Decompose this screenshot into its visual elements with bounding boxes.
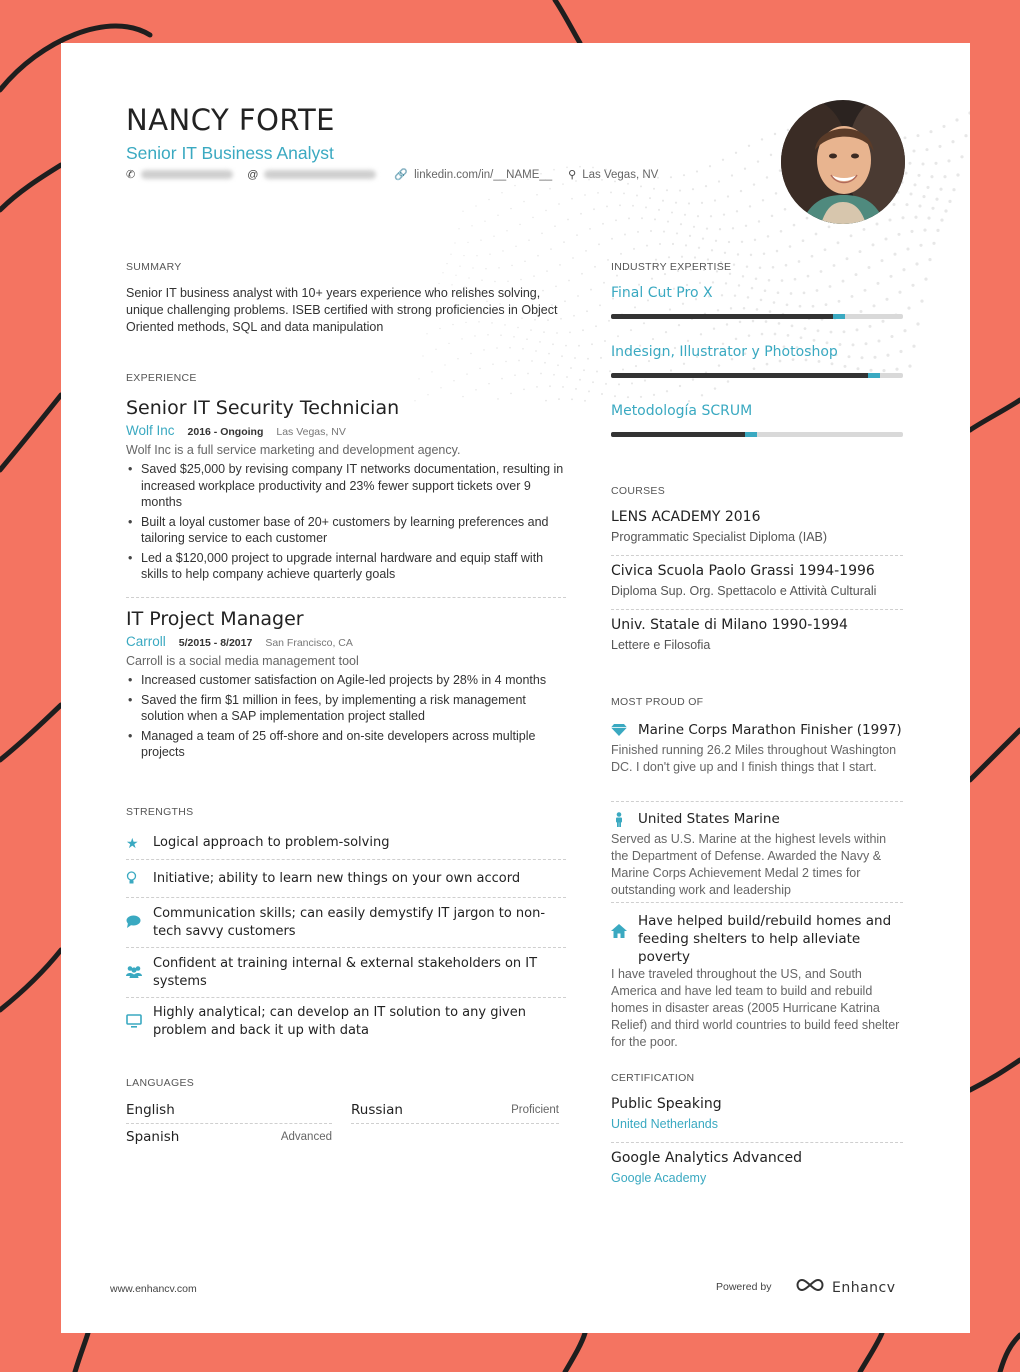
- proud-title: Marine Corps Marathon Finisher (1997): [638, 722, 902, 738]
- job-title: Senior IT Security Technician: [126, 397, 400, 419]
- strength-text: Logical approach to problem-solving: [153, 835, 390, 850]
- diamond-icon: [611, 723, 627, 741]
- proud-title: United States Marine: [638, 811, 780, 827]
- course-subtitle: Programmatic Specialist Diploma (IAB): [611, 530, 828, 544]
- proud-text: Served as U.S. Marine at the highest levels within the Department of Defense. Awarded the Navy & Marine Corps Achievement Medal 2 times for outstanding work and leadership: [611, 832, 887, 897]
- certification-heading: CERTIFICATION: [611, 1072, 695, 1084]
- users-icon: [126, 965, 153, 981]
- lightbulb-icon: [126, 871, 153, 888]
- skill-bar: [611, 432, 903, 437]
- course-item: [611, 509, 903, 556]
- job-company: Carroll: [126, 634, 166, 649]
- courses-heading: COURSES: [611, 485, 666, 497]
- certification-title: Google Analytics Advanced: [611, 1150, 802, 1166]
- strength-text: Communication skills; can easily demystify IT jargon to non-tech savvy customers: [153, 906, 546, 939]
- job-bullets: [126, 461, 566, 583]
- expertise-heading: INDUSTRY EXPERTISE: [611, 261, 732, 273]
- strength-item: [126, 899, 566, 948]
- language-item: [126, 1128, 332, 1150]
- strength-text: Confident at training internal & external stakeholders on IT systems: [153, 956, 538, 989]
- language-level: Advanced: [280, 1131, 332, 1143]
- at-icon: @: [247, 168, 259, 181]
- proud-item: [611, 912, 903, 1049]
- strength-item: [126, 949, 566, 998]
- skill-bar: [611, 373, 903, 378]
- course-title: Civica Scuola Paolo Grassi 1994-1996: [611, 563, 875, 579]
- divider: [126, 597, 566, 598]
- candidate-name: NANCY FORTE: [126, 103, 335, 137]
- home-icon: [611, 924, 627, 943]
- strength-item: [126, 827, 566, 860]
- course-item: [611, 563, 903, 610]
- certification-title: Public Speaking: [611, 1096, 722, 1112]
- course-subtitle: Diploma Sup. Org. Spettacolo e Attività Culturali: [611, 584, 877, 598]
- summary-text: Senior IT business analyst with 10+ years experience who relishes solving, unique challenging problems. ISEB certified with strong proficiencies in Object Oriented methods, SQL and data manipulation: [126, 286, 558, 334]
- certification-org: United Netherlands: [611, 1117, 719, 1131]
- proud-item: [611, 810, 903, 903]
- experience-heading: EXPERIENCE: [126, 372, 197, 384]
- avatar: [781, 100, 905, 224]
- location-text: Las Vegas, NV: [582, 168, 659, 181]
- list-item: • Saved $25,000 by revising company IT networks documentation, resulting in increased workplace productivity and 23% fewer support tickets over 9 months: [126, 461, 566, 511]
- infinity-logo-icon: [794, 1277, 826, 1298]
- linkedin-link[interactable]: linkedin.com/in/__NAME__: [414, 168, 553, 181]
- language-name: Spanish: [126, 1129, 180, 1145]
- website-link[interactable]: www.enhancv.com: [110, 1283, 197, 1295]
- link-icon: 🔗: [394, 169, 409, 181]
- proud-text: Finished running 26.2 Miles throughout Washington DC. I don't give up and I finish things that I start.: [611, 743, 897, 774]
- job-location: San Francisco, CA: [265, 637, 353, 649]
- language-name: English: [126, 1102, 175, 1118]
- course-item: [611, 617, 903, 663]
- job-description: Wolf Inc is a full service marketing and development agency.: [126, 443, 461, 457]
- resume-page: [61, 43, 970, 1333]
- proud-title: Have helped build/rebuild homes and feeding shelters to help alleviate poverty: [638, 913, 892, 965]
- job-dates: 2016 - Ongoing: [187, 426, 264, 438]
- summary-heading: SUMMARY: [126, 261, 182, 273]
- list-item: • Saved the firm $1 million in fees, by implementing a risk management solution when a SAP implementation project stalled: [126, 692, 566, 725]
- proud-heading: MOST PROUD OF: [611, 696, 704, 708]
- powered-by-label: Powered by: [716, 1281, 772, 1293]
- star-icon: ★: [126, 834, 139, 851]
- list-item: • Managed a team of 25 off-shore and on-site developers across multiple projects: [126, 728, 566, 761]
- strength-item: [126, 861, 566, 898]
- language-level: Proficient: [511, 1104, 559, 1116]
- job-meta: [126, 423, 566, 438]
- language-item: [126, 1101, 332, 1124]
- job-bullets: [126, 672, 566, 761]
- phone-icon: ✆: [126, 169, 136, 181]
- certification-item: [611, 1150, 903, 1196]
- list-item: • Led a $120,000 project to upgrade internal hardware and equip staff with skills to help company achieve quarterly goals: [126, 550, 566, 583]
- language-item: [351, 1101, 559, 1124]
- email-redacted: [264, 170, 376, 179]
- job-meta: [126, 634, 566, 649]
- course-title: LENS ACADEMY 2016: [611, 509, 761, 525]
- proud-text: I have traveled throughout the US, and South America and have led team to build and rebuild homes in disaster areas (2005 Hurricane Katrina Relief) and third world countries to build feed shelter for the poor.: [611, 967, 900, 1049]
- proud-item: [611, 721, 903, 802]
- certification-org: Google Academy: [611, 1171, 707, 1185]
- course-subtitle: Lettere e Filosofia: [611, 638, 711, 652]
- candidate-title: Senior IT Business Analyst: [126, 143, 334, 163]
- job-description: Carroll is a social media management tool: [126, 654, 359, 668]
- contact-bar: [126, 168, 658, 181]
- list-item: • Built a loyal customer base of 20+ customers by learning preferences and tailoring service to each customer: [126, 514, 566, 547]
- job-entry: [126, 397, 566, 586]
- certification-item: [611, 1096, 903, 1143]
- monitor-icon: [126, 1014, 153, 1031]
- brand-logo[interactable]: [794, 1277, 896, 1298]
- brand-name: Enhancv: [832, 1279, 896, 1296]
- skill-name: Metodología SCRUM: [611, 403, 753, 419]
- job-entry: [126, 608, 566, 764]
- person-icon: [614, 812, 624, 832]
- strengths-heading: STRENGTHS: [126, 806, 194, 818]
- language-name: Russian: [351, 1102, 403, 1118]
- skill-name: Final Cut Pro X: [611, 285, 713, 301]
- strength-text: Initiative; ability to learn new things on your own accord: [153, 871, 521, 886]
- phone-redacted: [141, 170, 233, 179]
- strength-item: [126, 999, 566, 1045]
- skill-bar: [611, 314, 903, 319]
- job-location: Las Vegas, NV: [276, 426, 346, 438]
- strength-text: Highly analytical; can develop an IT solution to any given problem and back it up with data: [153, 1005, 526, 1038]
- location-pin-icon: ⚲: [568, 169, 577, 181]
- chat-bubble-icon: [126, 915, 153, 931]
- job-company: Wolf Inc: [126, 423, 175, 438]
- job-dates: 5/2015 - 8/2017: [178, 637, 253, 649]
- list-item: • Increased customer satisfaction on Agile-led projects by 28% in 4 months: [126, 672, 566, 689]
- skill-name: Indesign, Illustrator y Photoshop: [611, 344, 838, 360]
- languages-heading: LANGUAGES: [126, 1077, 195, 1089]
- course-title: Univ. Statale di Milano 1990-1994: [611, 617, 848, 633]
- job-title: IT Project Manager: [126, 608, 304, 630]
